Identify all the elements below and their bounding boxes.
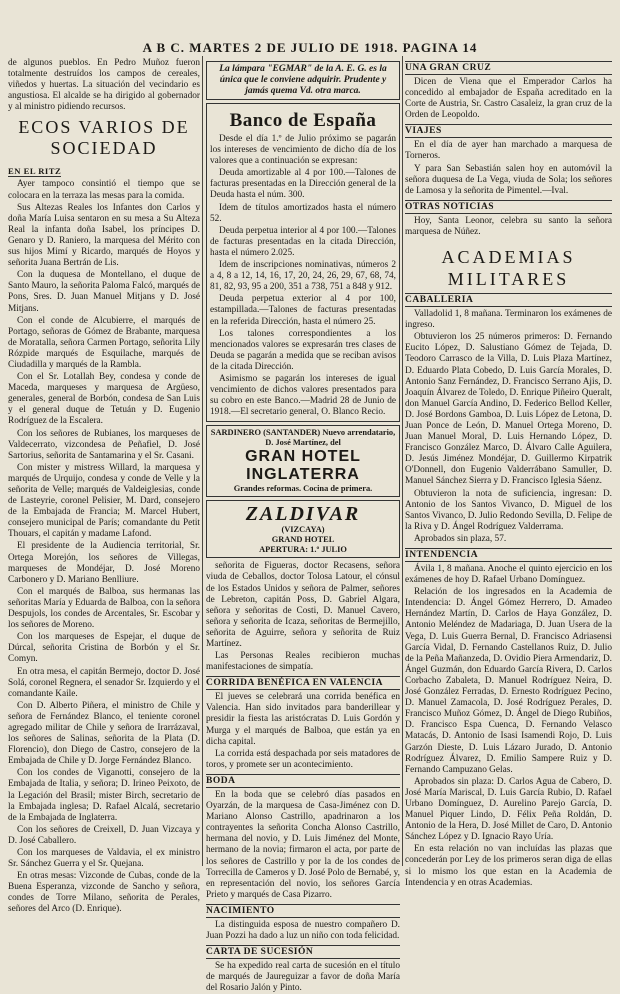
- article-paragraph: Deuda perpetua interior al 4 por 100.—Talones de facturas presentadas en la citada Dirección, hasta el número 2.025.: [210, 225, 396, 258]
- article-paragraph: Con D. Alberto Piñera, el ministro de Chile y señora de Fernández Blanco, el teniente coronel agregado militar de Chile y señora de Irarrázaval, los señores de Salinas, señorita de la Plata (D. Florencio), don Diego de Castro, consejero de la Embajada de Chile y D. Jorge Fernández Blanco.: [8, 700, 200, 767]
- article-paragraph: En la boda que se celebró días pasados en Oyarzán, de la marquesa de Casa-Jiménez con D. Mariano Alonso Castrillo, apadrinaron a los contrayentes la señorita Concha Alonso Castrillo, hermana del novio, y D. Luis Jiménez del Monte, hermano de la novia; firmaron el acta, por parte de los señores de Castrillo y por la de los condes de Torrecilla de Cameros y D. José Polo de Bernabé, y, en representación del novio, los señores García Prieto y marqués de Casa Pizarro.: [206, 789, 400, 900]
- article-paragraph: El jueves se celebrará una corrida benéfica en Valencia. Han sido invitados para banderillear y presidir la fiesta las aristócratas D. Luis Gordón y Murga y el marqués de Balboa, que están ya en dicha capital.: [206, 692, 400, 747]
- viajes-article: [405, 140, 612, 196]
- article-paragraph: Dicen de Viena que el Emperador Carlos ha concedido al embajador de España acreditado en la Corte de Austria, Sr. Castro Casaleiz, la gran cruz de la Orden de Leopoldo.: [405, 77, 612, 121]
- article-paragraph: En esta relación no van incluídas las plazas que concederán por Ley de los primeros seran diga de ellas si lo mismo los que estan en la Academia de Intendencia y en otras Academias.: [405, 844, 612, 888]
- section-carta: CARTA DE SUCESIÓN: [206, 945, 400, 959]
- article-paragraph: La distinguida esposa de nuestro compañero D. Juan Pozzi ha dado a luz un niño con toda felicidad.: [206, 919, 400, 941]
- article-paragraph: Obtuvieron la nota de suficiencia, ingresan: D. Antonio de los Santos Vivanco, D. Miguel de los Santos Vivanco, D. Julio Redondo Sevilla, D. Felipe de la Riva y D. Ángel Rodríguez Valderrama.: [405, 488, 612, 532]
- article-paragraph: Desde el día 1.º de Julio próximo se pagarán los intereses de vencimiento de dicho día de los valores que a continuación se expresan:: [210, 134, 396, 167]
- subsection-title-ritz: EN EL RITZ: [8, 166, 62, 177]
- article-paragraph: Aprobados sin plaza, 57.: [414, 533, 507, 544]
- column-divider: [402, 56, 403, 866]
- section-gran-cruz: UNA GRAN CRUZ: [405, 61, 612, 75]
- article-paragraph: Hoy, Santa Leonor, celebra su santo la señora marquesa de Núñez.: [405, 215, 612, 237]
- corrida-article: [206, 692, 400, 771]
- article-paragraph: Deuda perpetua exterior al 4 por 100, estampillada.—Talones de facturas presentadas en la referida Dirección, hasta el número 25.: [210, 294, 396, 327]
- article-paragraph: Con los señores de Creixell, D. Juan Vizcaya y D. José Caballero.: [8, 824, 200, 846]
- article-paragraph: Se ha expedido real carta de sucesión en el título de marqués de Jaureguizar a favor de doña María del Rosario Jalón y Pinto.: [206, 961, 400, 994]
- article-paragraph: El presidente de la Audiencia territorial, Sr. Ortega Morejón, los señores de Villegas, marqueses de Mondéjar, D. José Moreno Carbonero y D. Mariano Benlliure.: [8, 541, 200, 585]
- article-paragraph: Idem de inscripciones nominativas, números 2 a 4, 8 a 12, 14, 16, 17, 20, 24, 26, 29, 67, 68, 74, 81, 82, 93, 95 a 200, 351 a 738, 751 a 848 y 912.: [210, 260, 396, 293]
- article-paragraph: Obtuvieron los 25 números primeros: D. Fernando Eucito López, D. Salustiano Gómez de Tejada, D. Teodoro Carrasco de la Villa, D. Luis Plaza Martínez, D. Eduardo Plata Cobedo, D. Luis García Morales, D. Antonio Sanz Fernández, D. Francisco Serrano Ajis, D. Joaquín Álvarez de Toledo, D. Enrique Piñeiro Queralt, don Manuel García Andino, D. Federico Bellod Keller, D. José Bordons Gamboa, D. Luis López de Letona, D. Juan Ponce de León, D. Manuel Ortega Moreno, D. Juan Manuel Moral, D. Luis Hernando López, D. Francisco González Marco, D. Álvaro Calle Aguilera, D. Jesús Jiménez Mondéjar, D. Guillermo Kirpatrik O'Donnell, don Eugenio Valderrábano Samuller, D. Manuel Sánchez Sierra y D. Francisco Iglesia Sáenz.: [405, 332, 612, 487]
- article-paragraph: Sus Altezas Reales los Infantes don Carlos y doña María Luisa sentaron en su mesa a Su Alteza Real la infanta doña Isabel, los príncipes D. Genaro y D. Raniero, la marquesa del Mérito con sus hijos Mimí y Ricardo, marqués de Hoyos y señorita Juana Bertrán de Lis.: [8, 202, 200, 269]
- section-intendencia: INTENDENCIA: [405, 548, 612, 562]
- article-paragraph: Los talones correspondientes a los mencionados valores se expresarán tres clases de Deuda se pagarán a medida que se reciban avisos de la citada Dirección.: [210, 328, 396, 372]
- article-paragraph: Con los señores de Rubianes, los marqueses de Valdecerrato, vizcondesa de Peñafiel, D. José Sartorius, señorita de Santamarina y el Sr. Casani.: [8, 428, 200, 461]
- banco-espana-notice: [206, 103, 400, 422]
- zaldivar-region: (VIZCAYA): [281, 525, 325, 535]
- article-paragraph: Asimismo se pagarán los intereses de igual vencimiento de dichos valores presentados para su cobro en este Banco.—Madrid 28 de Junio de 1918.—El secretario general, O. Blanco Recio.: [210, 373, 396, 418]
- section-viajes: VIAJES: [405, 124, 612, 138]
- column-3: [405, 58, 612, 888]
- article-paragraph: Idem de títulos amortizados hasta el número 52.: [210, 202, 396, 224]
- gran-cruz-article: [405, 77, 612, 121]
- article-paragraph: Deuda amortizable al 4 por 100.—Talones de facturas presentadas en la Dirección general de la Deuda hasta el núm. 300.: [210, 168, 396, 201]
- zaldivar-ad: [206, 500, 400, 558]
- zaldivar-opening: APERTURA: 1.º JULIO: [259, 545, 347, 555]
- article-paragraph: Con los marqueses de Valdavia, el ex ministro Sr. Sánchez Guerra y el Sr. Quejana.: [8, 848, 200, 870]
- section-boda: BODA: [206, 774, 400, 788]
- egmar-lamp-ad: [206, 61, 400, 100]
- article-paragraph: Con el marqués de Balboa, sus hermanas las señoritas María y Eduarda de Balboa, con la señora Despujols, los condes de Arcentales, Sr. Escobar y los señores de Moreno.: [8, 586, 200, 631]
- hotel-tagline: Grandes reformas. Cocina de primera.: [233, 484, 373, 494]
- otras-noticias-article: [405, 216, 612, 238]
- carta-article: [206, 961, 400, 994]
- egmar-ad-text: La lámpara "EGMAR" de la A. E. G. es la única que le conviene adquirir. Prudente y jamás quema Vd. otra marca.: [219, 64, 387, 96]
- article-paragraph: Relación de los ingresados en la Academia de Intendencia: D. Ángel Gómez Herrero, D. Amadeo Hernández Martín, D. Carlos de Haya González, D. Antonio Meléndez de Madariaga, D. Juan Usera de la Vega, D. Luis Guerra Bernal, D. Francisco Adriasensi García Vidal, D. Fernando Castellanos Ruiz, D. Julio de la Peña Mañanzeda, D. Ovidio Piera Armendariz, D. Ángel Guzmán, don Eduardo García Rivera, D. Carlos Corbacho Zabaleta, D. Manuel Rodríguez Neira, D. José González Ferradas, D. Ernesto Rodríguez Pecino, D. Manuel Zamacola, D. José Rodríguez Perales, D. Francisco Muñoz Gómez, D. Ángel de Diego Rubiños, D. Francisco Espa Cuenca, D. Fernando Velasco Matacás, D. Antonio de Isasi Isamendi Rojo, D. Luis Garzón Dieste, D. Luis Lázaro Jurado, D. Antonio Rodríguez Álvarez, D. Emilio Sampere Ruiz y D. Fernando Campuzano Gelas.: [405, 587, 612, 775]
- zaldivar-hotel: GRAND HOTEL: [271, 535, 335, 545]
- article-paragraph: Las Personas Reales recibieron muchas manifestaciones de simpatía.: [206, 651, 400, 673]
- section-nacimiento: NACIMIENTO: [206, 904, 400, 918]
- article-paragraph: En el día de ayer han marchado a marquesa de Torneros.: [405, 140, 612, 162]
- article-paragraph: de algunos pueblos. En Pedro Muñoz fueron totalmente destruídos los campos de cereales, viñedos y huertas. La situación del vecindario es angustiosa. El alcalde se ha dirigido al gobernador y al ministro pidiendo recursos.: [8, 58, 200, 113]
- article-paragraph: Y para San Sebastián salen hoy en automóvil la señora duquesa de La Vega, viuda de Sola; los señores de Lamosa y la señorita de Pimentel.—Ival.: [405, 163, 612, 196]
- article-paragraph: Aprobados sin plaza: D. Carlos Agua de Cabero, D. José María Mariscal, D. Luis García Rubio, D. Rafael Urbano Domínguez, D. Aurelino Parejo García, D. Manuel Piquer Lindo, D. Félix Peña Roldán, D. Antonio de la Hera, D. José Millet de Caro, D. Antonio Sánchez López y D. Ignacio Rayo Uría.: [405, 776, 612, 843]
- article-paragraph: La corrida está despachada por seis matadores de toros, y promete ser un acontecimiento.: [206, 748, 400, 770]
- article-paragraph: En otra mesa, el capitán Bermejo, doctor D. José Solá, coronel Regnera, el senador Sr. Izquierdo y el comandante Kaile.: [8, 666, 200, 699]
- article-paragraph: Con mister y mistress Willard, la marquesa y marqués de Urquijo, condesa y conde de Velle y la señorita de Velle; marqués de Valdeiglesias, conde de Lasteyrie, coronel Pelisier, M. Dard, consejero de la Embajada de Francia; M. Marcel Hubert, consejero municipal de París; comandante du Petit Thouars, el capitán y madame Lafond.: [8, 462, 200, 540]
- page-masthead: A B C. MARTES 2 DE JULIO DE 1918. PAGINA 14: [142, 40, 478, 55]
- section-corrida: CORRIDA BENÉFICA EN VALENCIA: [206, 676, 400, 690]
- ritz-article: [8, 179, 200, 915]
- section-heading-ecos: ECOS VARIOS DE SOCIEDAD: [18, 117, 190, 159]
- caballeria-article: [405, 309, 612, 545]
- article-paragraph: En otras mesas: Vizconde de Cubas, conde de la Buena Esperanza, vizconde de Sancho y señora, condes de Torre Milano, señorita de Perales, señores del Arco (D. Enrique).: [8, 871, 200, 915]
- nacimiento-article: [206, 920, 400, 942]
- gran-hotel-ad: [206, 425, 400, 497]
- banco-body: [210, 134, 396, 418]
- article-paragraph: Con la duquesa de Montellano, el duque de Santo Mauro, la señorita Paloma Falcó, marqués de Pons, Sres. D. Juan Manuel Mitjans y D. José Mitjans.: [8, 270, 200, 314]
- column-1: [8, 58, 200, 915]
- zaldivar-title: ZALDIVAR: [245, 503, 361, 526]
- article-paragraph: Con el conde de Alcubierre, el marqués de Portago, señoras de Gómez de Brabante, marquesa de Moratalla, señora Carmen Portago, señorita Lily Rózpide marqués de Esquilache, marqués de Ciudadilla y marqués de la Rambla.: [8, 315, 200, 370]
- article-paragraph: Con los marqueses de Espejar, el duque de Dúrcal, señorita Cristina de Borbón y el Sr. Comyn.: [8, 632, 200, 665]
- banco-title: Banco de España: [229, 110, 377, 131]
- ritz-continued: [206, 561, 400, 673]
- article-paragraph: Con los condes de Viganotti, consejero de la Embajada de Italia, y señora; D. Irineo Peixoto, de la Legación del Brasil; mister Birch, secretario de la Embajada inglesa; D. Rafael Alcalá, secretario de la Embajada de Inglaterra.: [8, 768, 200, 823]
- column-divider: [202, 56, 203, 866]
- boda-article: [206, 790, 400, 901]
- article-paragraph: Ávila 1, 8 mañana. Anoche el quinto ejercicio en los exámenes de hoy D. Rafael Urbano Domínguez.: [405, 564, 612, 586]
- article-paragraph: Ayer tampoco consintió el tiempo que se colocara en la terraza las mesas para la comida.: [8, 179, 200, 201]
- section-otras-noticias: OTRAS NOTICIAS: [405, 200, 612, 214]
- article-paragraph: Valladolid 1, 8 mañana. Terminaron los exámenes de ingreso.: [405, 309, 612, 331]
- hotel-name: GRAN HOTEL INGLATERRA: [245, 448, 361, 484]
- article-paragraph: Con el Sr. Lotallah Bey, condesa y conde de Maceda, marqueses y marquesa de Argüeso, generales, general de Borbón, condesa de San Luis y el general duque de Tetuán y D. Eugenio Rodríguez de la Escalera.: [8, 372, 200, 427]
- section-caballeria: CABALLERIA: [405, 293, 612, 307]
- section-heading-academias: ACADEMIAS MILITARES: [441, 247, 576, 290]
- article-paragraph: señorita de Figueras, doctor Recasens, señora viuda de Ceballos, doctor Tolosa Latour, el cónsul de los Estados Unidos y señora de Palmer, señores de Lebreton, capitán Poss, D. Gabriel Algara, señora y señoritas de Costi, D. Manuel Cavero, señora y señorita de Icaza, señoritas de Bermejillo, señorita de Aguirre, señora y señorita de Ruiz Martínez.: [206, 561, 400, 649]
- column-2: [206, 58, 400, 994]
- hotel-location: SARDINERO (SANTANDER) Nuevo arrendatario, D. José Martínez, del: [210, 428, 396, 448]
- intendencia-article: [405, 564, 612, 889]
